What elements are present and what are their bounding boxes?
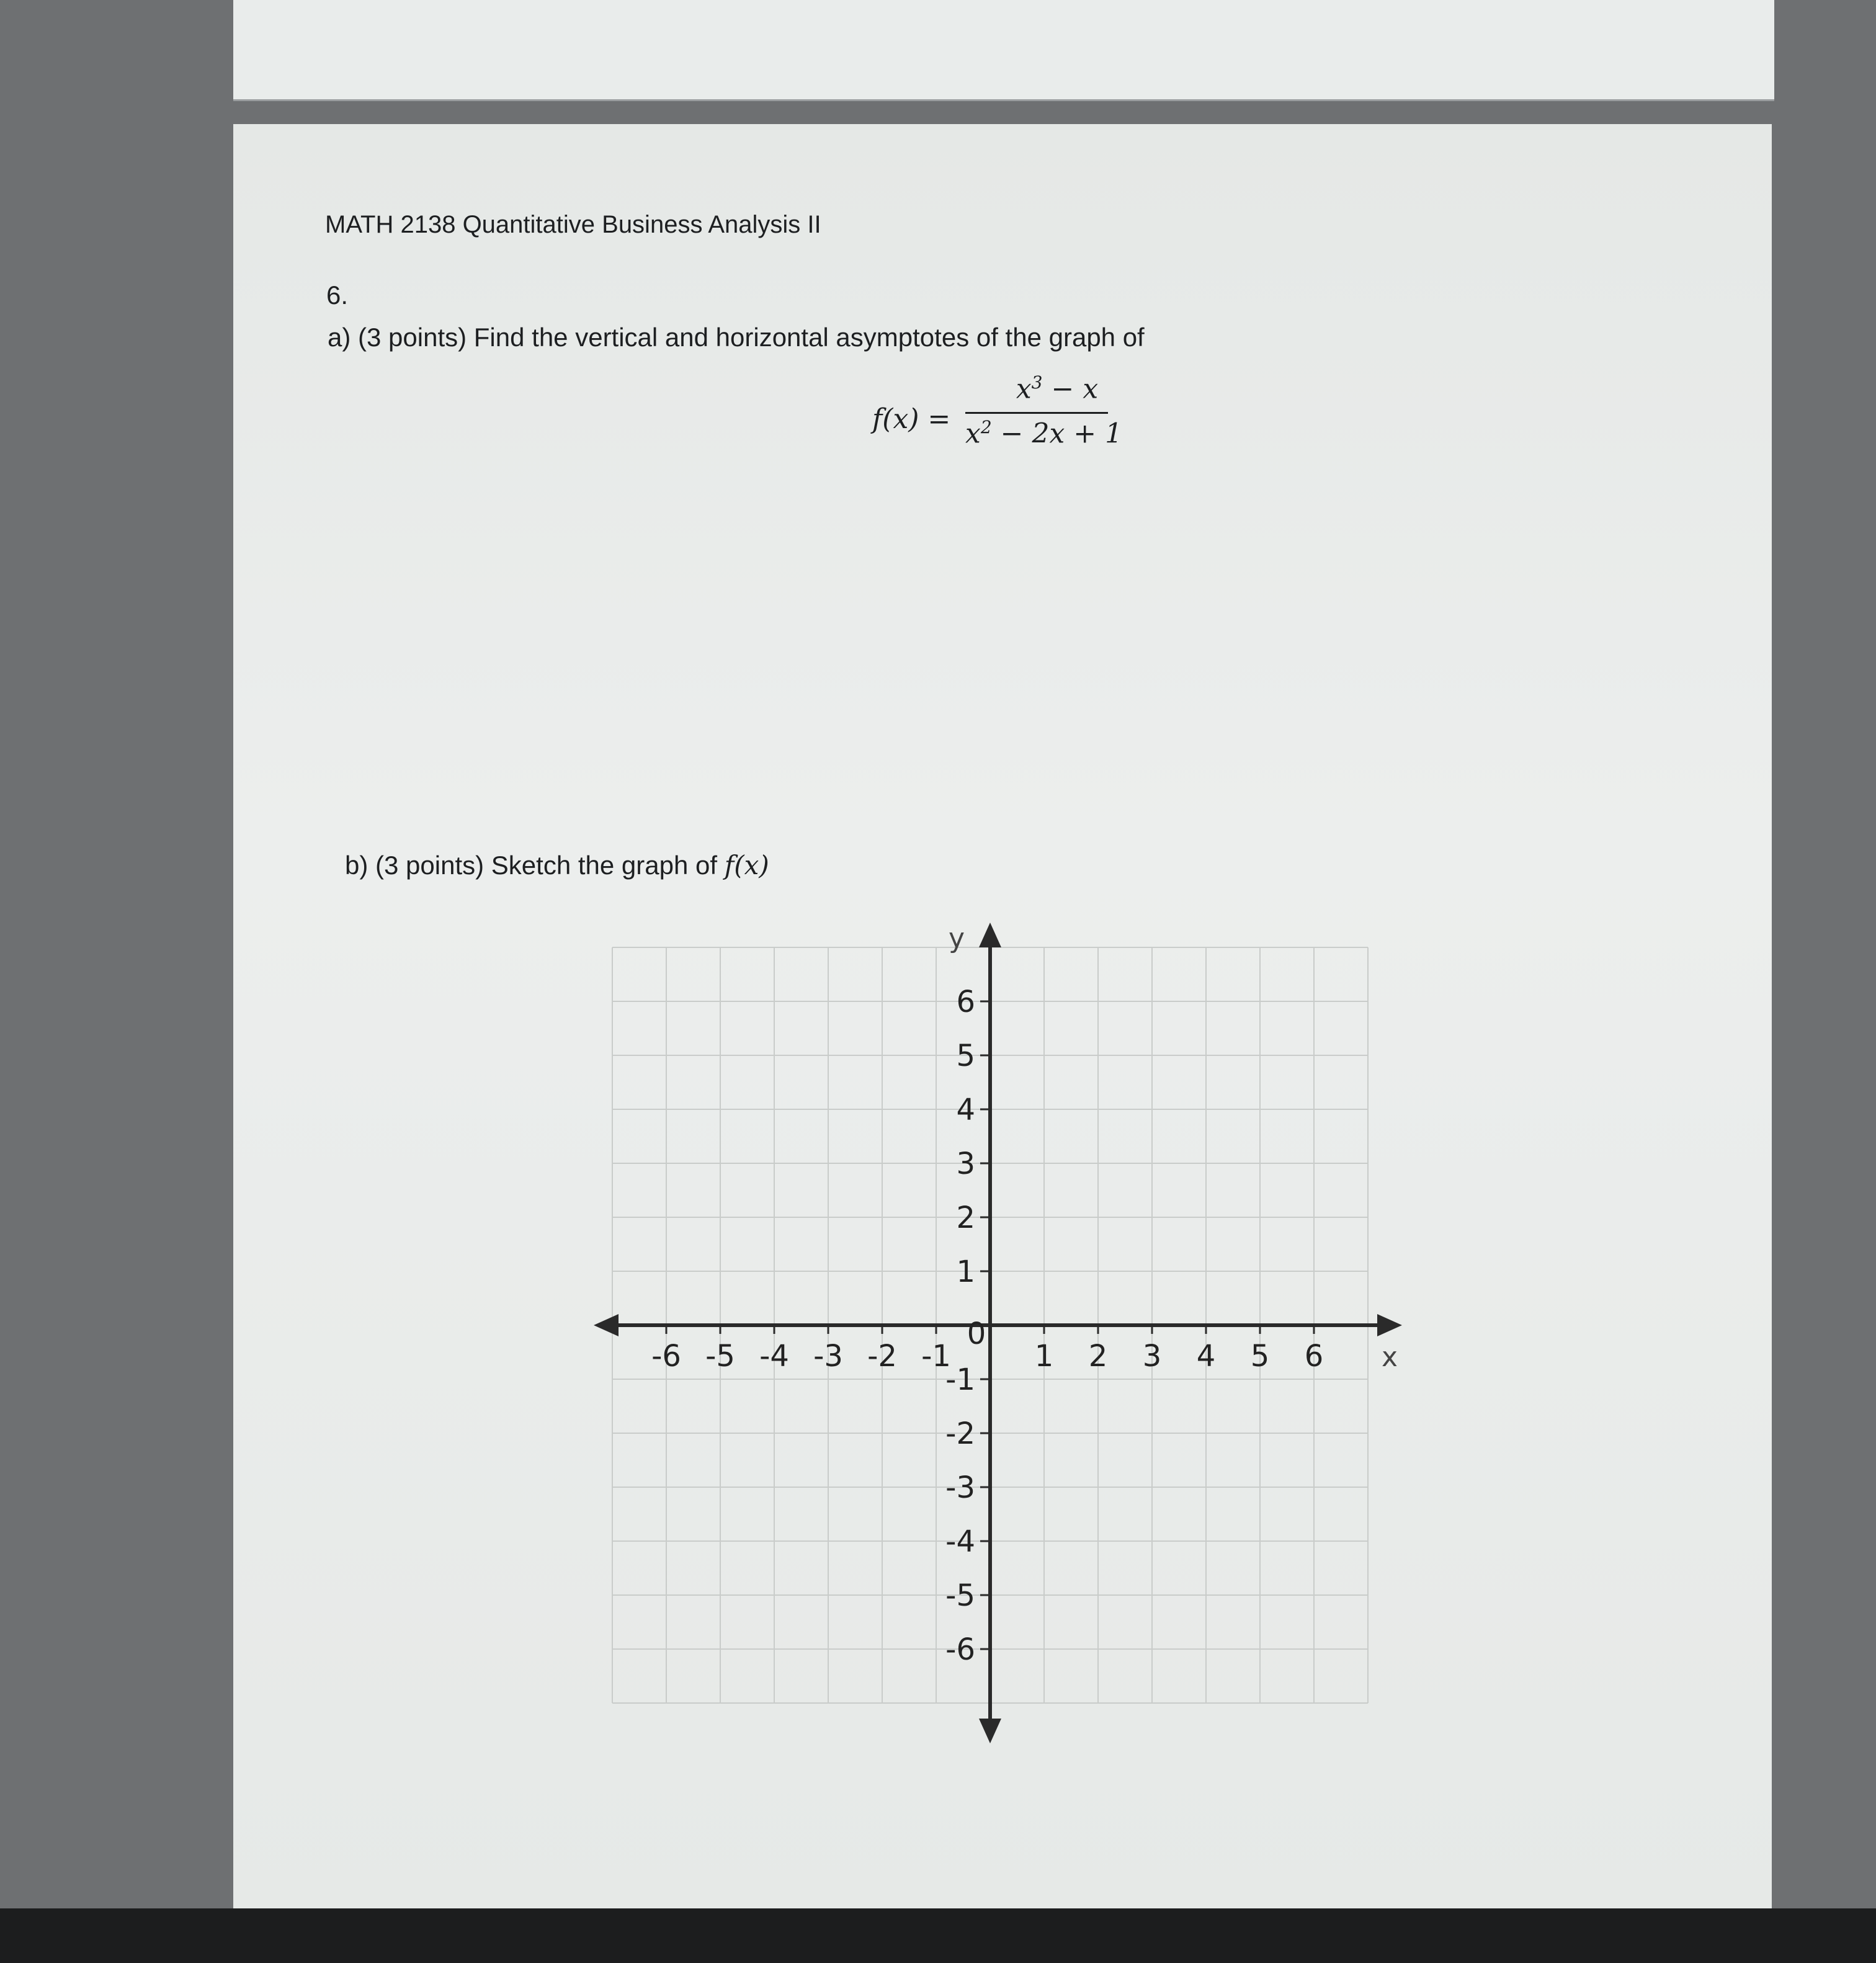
y-tick-label: -2 <box>945 1416 975 1451</box>
x-tick-label: 5 <box>1250 1339 1270 1374</box>
question-number: 6. <box>326 280 349 310</box>
y-tick-label: -1 <box>945 1362 975 1397</box>
x-tick-label: -2 <box>867 1339 897 1374</box>
part-b-function: f(x) <box>724 850 769 880</box>
origin-label: 0 <box>967 1317 986 1351</box>
formula-denominator: $x^2 - 2x + 1$ <box>965 417 1123 450</box>
y-tick-label: -3 <box>945 1470 975 1505</box>
x-tick-label: -6 <box>651 1339 681 1374</box>
y-tick-label: 2 <box>956 1201 975 1235</box>
course-title: MATH 2138 Quantitative Business Analysis II <box>325 211 821 238</box>
y-tick-label: -4 <box>945 1524 975 1559</box>
x-axis-left-arrow-icon <box>594 1314 619 1336</box>
y-tick-label: -6 <box>945 1632 975 1667</box>
part-b-points: (3 points) <box>375 851 485 880</box>
part-a-text: Find the vertical and horizontal asymptotes of the graph of <box>473 323 1145 352</box>
x-tick-label: -4 <box>759 1339 789 1374</box>
y-tick-label: 3 <box>956 1147 975 1181</box>
x-tick-label: 6 <box>1304 1339 1324 1374</box>
y-tick-label: -5 <box>945 1578 975 1613</box>
worksheet-page <box>233 124 1772 1921</box>
formula-lhs: f(x) = <box>872 403 951 435</box>
part-b-label: b) <box>345 851 368 880</box>
coordinate-grid <box>233 124 1772 1921</box>
y-tick-label: 5 <box>956 1039 975 1073</box>
monitor-bezel <box>0 1908 1876 1963</box>
x-tick-label: 2 <box>1088 1339 1108 1374</box>
x-tick-label: -1 <box>921 1339 951 1374</box>
y-axis-up-arrow-icon <box>979 923 1001 947</box>
x-axis-label: x <box>1381 1341 1398 1373</box>
y-tick-label: 6 <box>956 985 975 1019</box>
x-tick-label: 1 <box>1034 1339 1054 1374</box>
x-tick-label: -3 <box>813 1339 843 1374</box>
x-tick-label: 4 <box>1196 1339 1216 1374</box>
part-a-points: (3 points) <box>358 323 467 352</box>
part-b-text: Sketch the graph of <box>491 851 718 880</box>
y-axis-label: y <box>948 923 965 954</box>
formula-numerator: $x^3 - x$ <box>1016 372 1099 405</box>
x-axis-right-arrow-icon <box>1377 1314 1402 1336</box>
y-axis-down-arrow-icon <box>979 1719 1001 1743</box>
part-a-label: a) <box>328 323 351 352</box>
y-tick-label: 1 <box>956 1254 975 1289</box>
y-tick-label: 4 <box>956 1093 975 1127</box>
x-tick-label: 3 <box>1142 1339 1162 1374</box>
x-tick-label: -5 <box>705 1339 735 1374</box>
previous-page-edge <box>233 0 1774 101</box>
